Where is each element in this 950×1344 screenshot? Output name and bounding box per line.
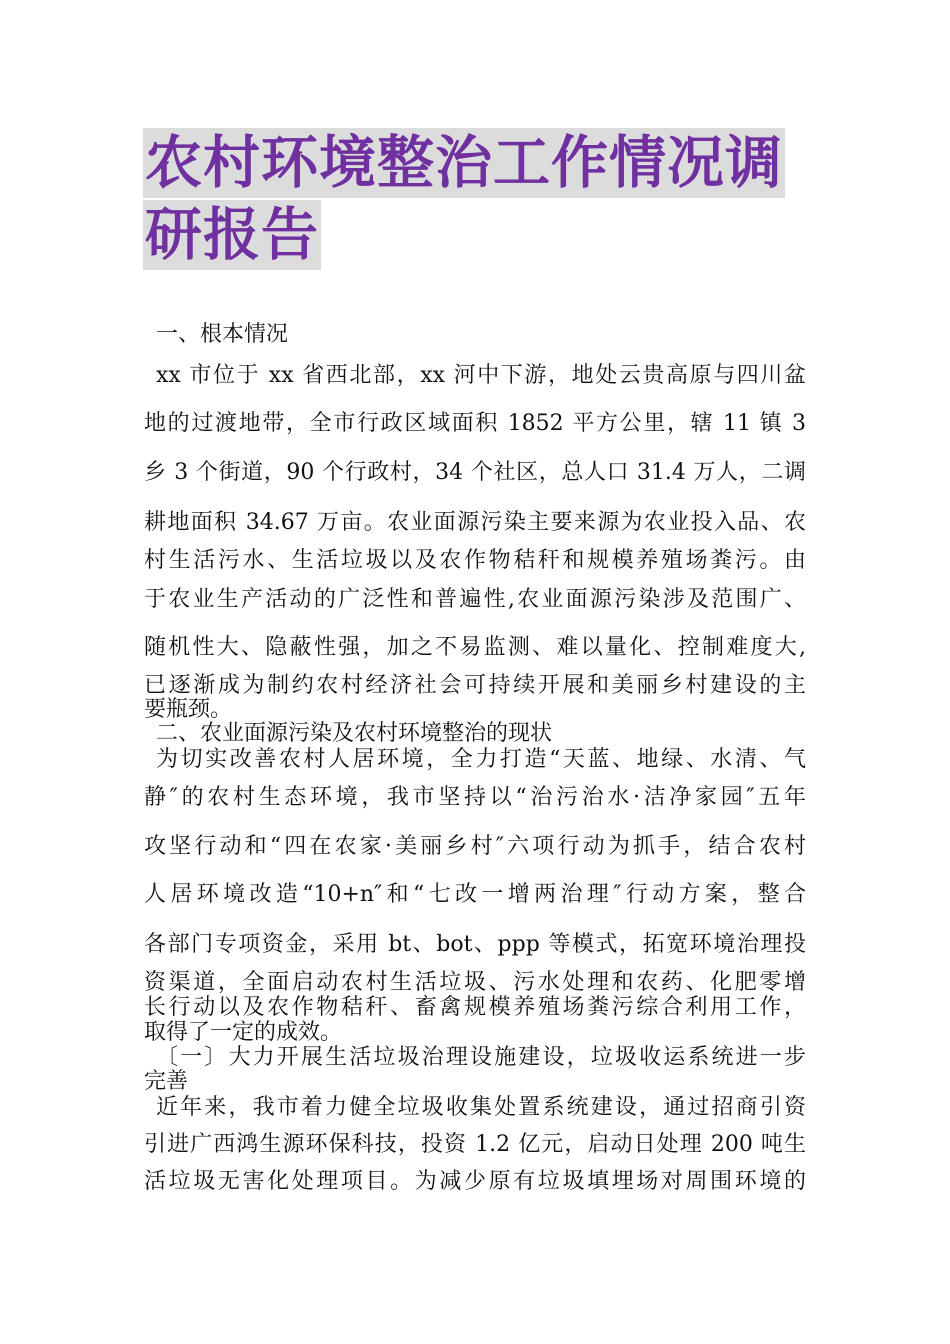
- paragraph-line: 资渠道，全面启动农村生活垃圾、污水处理和农药、化肥零增: [144, 970, 806, 995]
- paragraph-line: 长行动以及农作物秸秆、畜禽规模养殖场粪污综合利用工作，: [144, 995, 806, 1020]
- paragraph-line: 村生活污水、生活垃圾以及农作物秸秆和规模养殖场粪污。由: [144, 548, 806, 573]
- paragraph-line: 取得了一定的成效。: [144, 1020, 343, 1045]
- paragraph-line: 于农业生产活动的广泛性和普遍性,农业面源污染涉及范围广、: [144, 587, 806, 612]
- paragraph-line: 为切实改善农村人居环境，全力打造“天蓝、地绿、水清、气: [156, 747, 806, 772]
- paragraph-line: 地的过渡地带，全市行政区域面积 1852 平方公里，辖 11 镇 3: [144, 411, 806, 436]
- paragraph-line: 乡 3 个街道，90 个行政村，34 个社区，总人口 31.4 万人，二调: [144, 460, 806, 485]
- paragraph-line: xx 市位于 xx 省西北部，xx 河中下游，地处云贵高原与四川盆: [156, 363, 806, 388]
- title-line-1: 农村环境整治工作情况调: [145, 130, 783, 196]
- paragraph-line: 各部门专项资金，采用 bt、bot、ppp 等模式，拓宽环境治理投: [144, 932, 806, 957]
- section-heading-1: 一、根本情况: [156, 322, 289, 347]
- subsection-heading-1: 〔一〕大力开展生活垃圾治理设施建设，垃圾收运系统进一步: [156, 1045, 806, 1070]
- paragraph-line: 要瓶颈。: [144, 697, 233, 722]
- title-line-2: 研报告: [145, 202, 319, 268]
- paragraph-line: 人居环境改造“10+n″和“七改一增两治理″行动方案，整合: [144, 882, 806, 907]
- paragraph-line: 随机性大、隐蔽性强，加之不易监测、难以量化、控制难度大,: [144, 635, 806, 660]
- paragraph-line: 静″的农村生态环境，我市坚持以“治污治水·洁净家园″五年: [144, 785, 806, 810]
- paragraph-line: 耕地面积 34.67 万亩。农业面源污染主要来源为农业投入品、农: [144, 510, 806, 535]
- paragraph-line: 近年来，我市着力健全垃圾收集处置系统建设，通过招商引资: [156, 1095, 806, 1120]
- section-heading-2: 二、农业面源污染及农村环境整治的现状: [156, 721, 553, 746]
- paragraph-line: 已逐渐成为制约农村经济社会可持续开展和美丽乡村建设的主: [144, 673, 806, 698]
- paragraph-line: 攻坚行动和“四在农家·美丽乡村″六项行动为抓手，结合农村: [144, 834, 806, 859]
- paragraph-line: 活垃圾无害化处理项目。为减少原有垃圾填埋场对周围环境的: [144, 1169, 806, 1194]
- document-title: [143, 128, 813, 270]
- subsection-heading-1-cont: 完善: [144, 1069, 189, 1094]
- paragraph-line: 引进广西鸿生源环保科技，投资 1.2 亿元，启动日处理 200 吨生: [144, 1132, 806, 1157]
